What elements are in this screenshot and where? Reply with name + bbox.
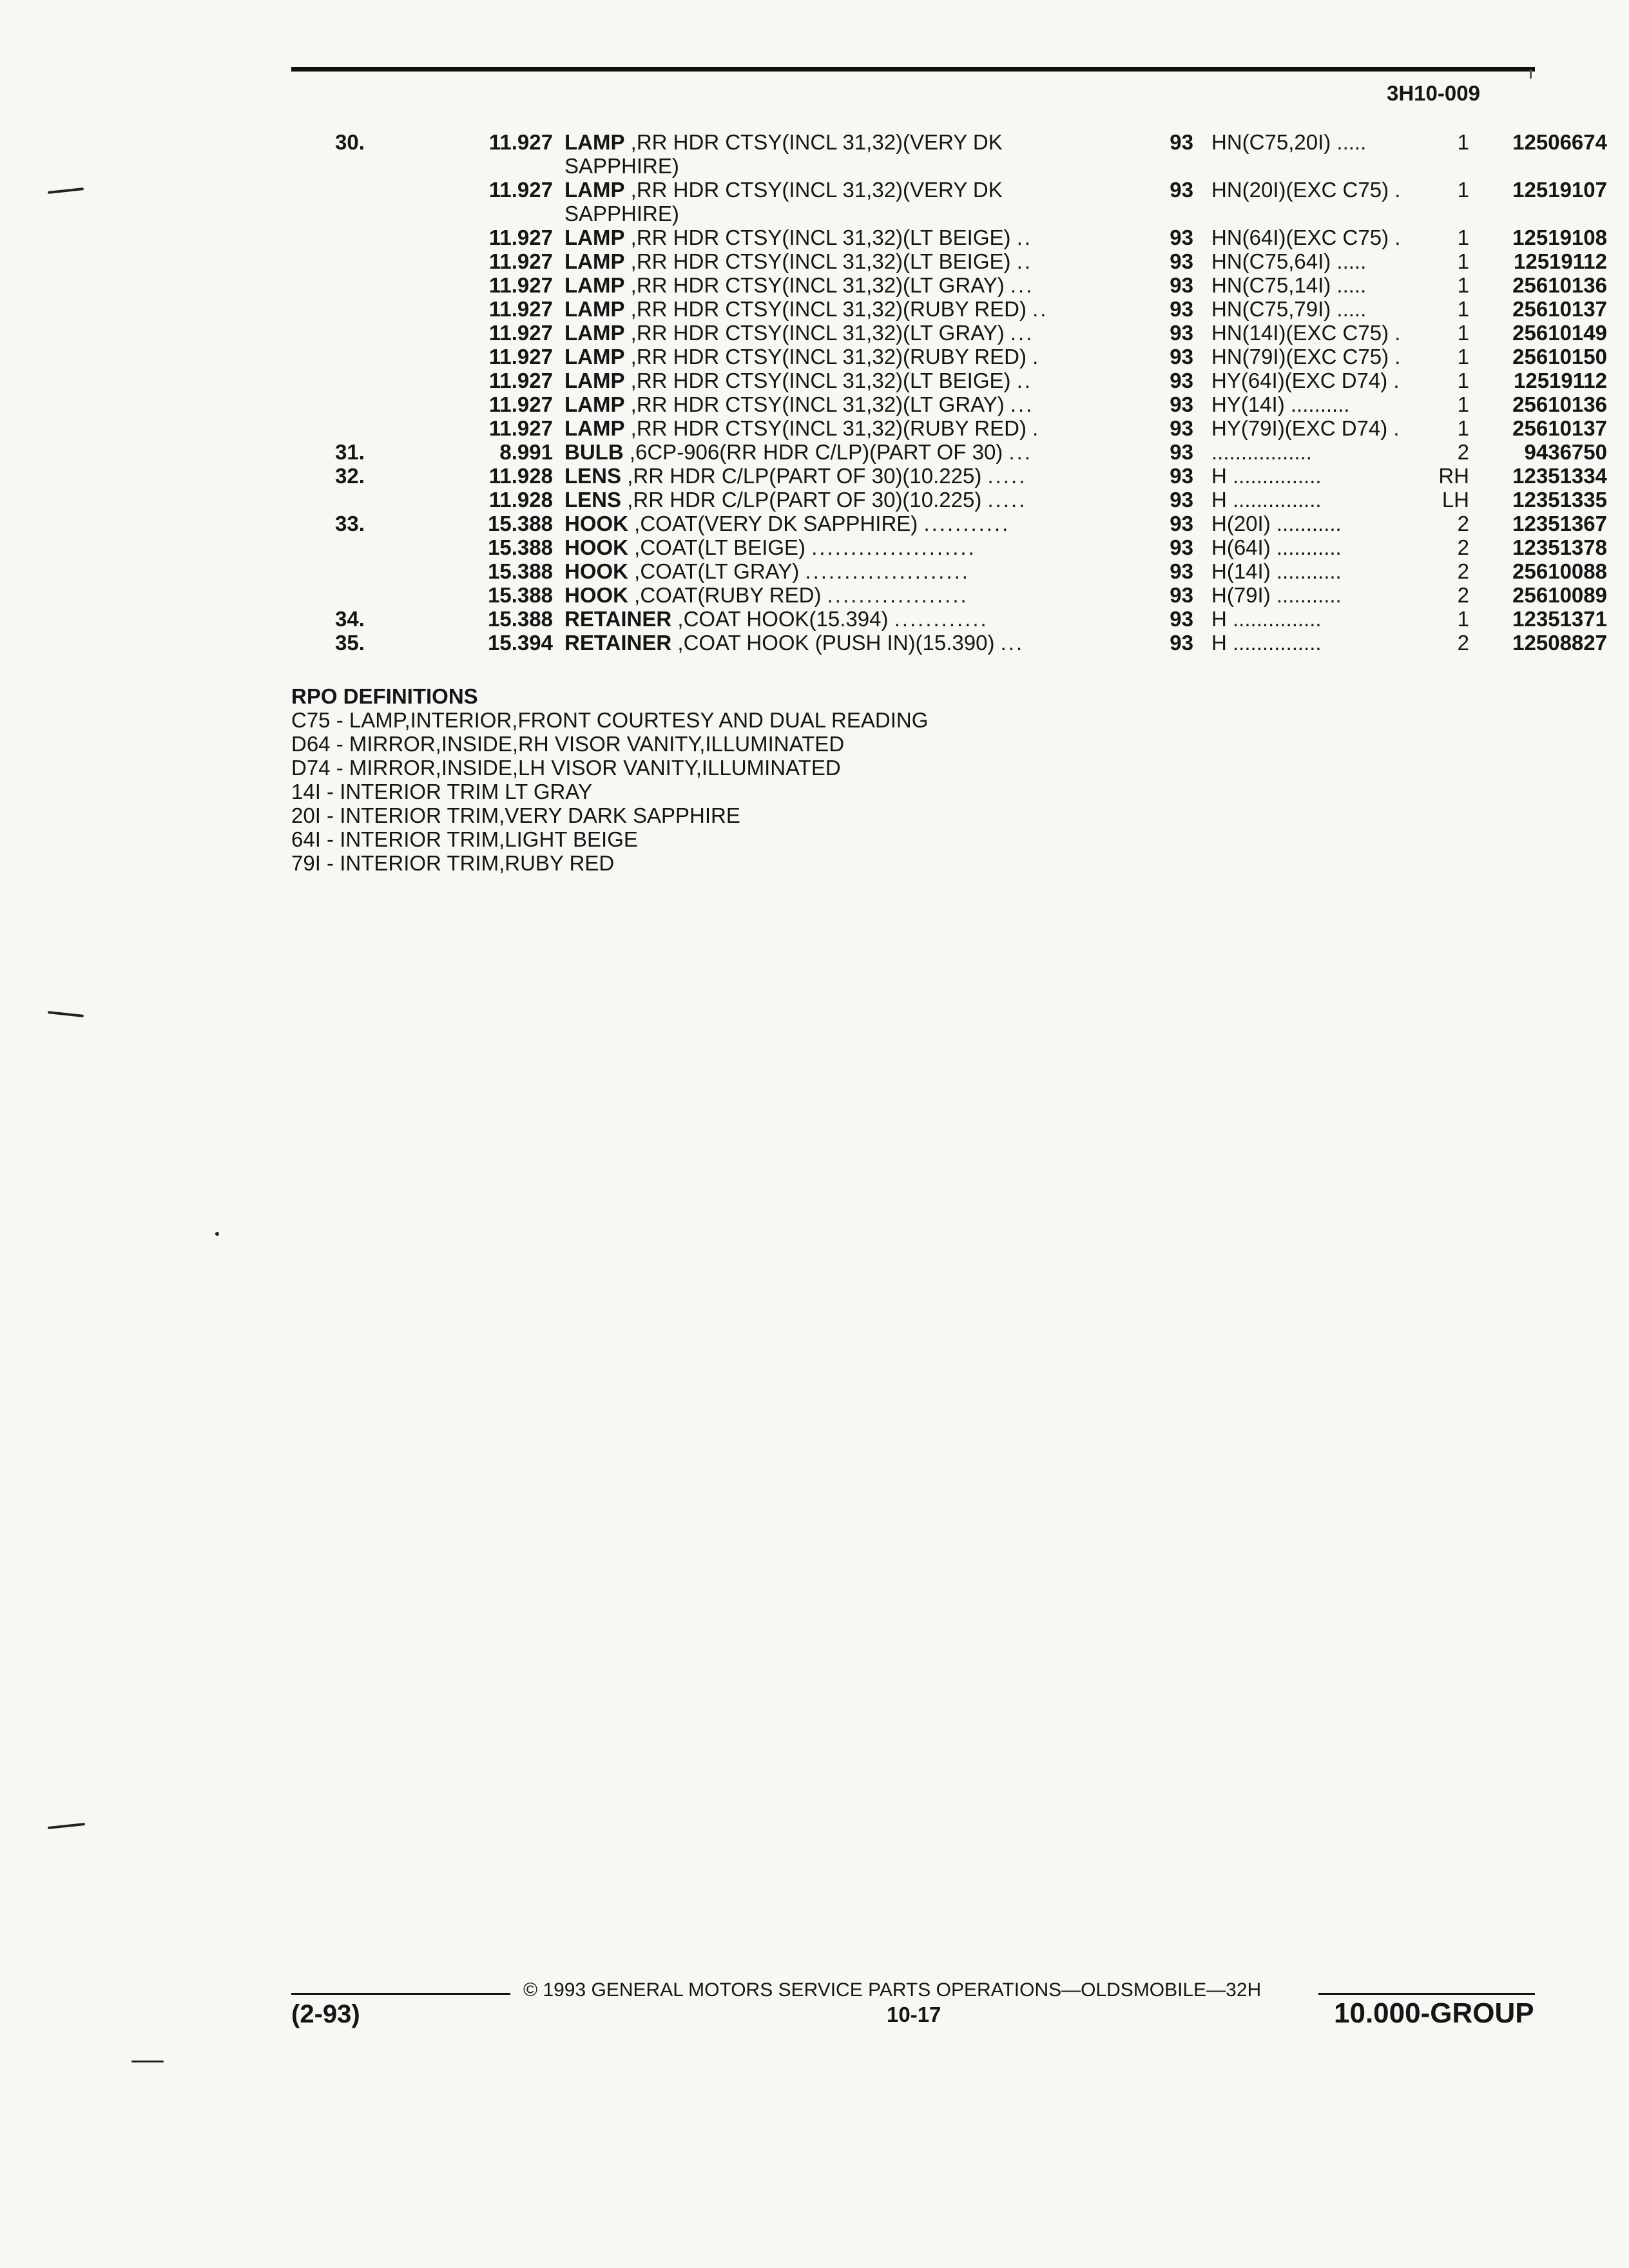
usage <box>1211 464 1424 488</box>
margin-mark <box>48 1011 84 1017</box>
group-number: 15.388 <box>488 607 553 631</box>
quantity: 1 <box>1457 321 1469 345</box>
model-year: 93 <box>1170 297 1193 321</box>
model-year: 93 <box>1170 345 1193 369</box>
part-number: 25610136 <box>1512 273 1607 297</box>
part-number: 25610089 <box>1512 583 1607 607</box>
scan-speck <box>215 1232 219 1236</box>
table-row <box>284 273 1607 297</box>
model-year: 93 <box>1170 631 1193 655</box>
leader-dots: ............... <box>1233 631 1322 655</box>
table-row <box>284 631 1607 655</box>
part-name: HOOK <box>564 512 628 535</box>
usage <box>1211 583 1424 607</box>
leader-dots: ..... <box>1336 297 1367 321</box>
part-description <box>564 273 1132 297</box>
leader-dots: ............... <box>1233 607 1322 631</box>
part-description <box>564 297 1132 321</box>
parts-table-body <box>284 130 1607 655</box>
part-detail: ,COAT(RUBY RED) <box>634 583 822 607</box>
part-name: LAMP <box>564 345 625 369</box>
group-number: 11.928 <box>488 464 553 488</box>
footer-copyright: © 1993 GENERAL MOTORS SERVICE PARTS OPERATIONS—OLDSMOBILE—32H <box>523 1979 1262 2001</box>
leader-dots: .. <box>1032 297 1048 321</box>
table-row <box>284 559 1607 583</box>
part-description <box>564 631 1132 655</box>
part-description <box>564 345 1132 369</box>
usage <box>1211 392 1424 416</box>
part-name: RETAINER <box>564 631 672 655</box>
top-tick-mark <box>1530 70 1532 79</box>
part-number: 12351371 <box>1512 607 1607 631</box>
model-year: 93 <box>1170 178 1193 202</box>
model-year: 93 <box>1170 440 1193 464</box>
ref-number <box>284 321 432 345</box>
table-row <box>284 130 1607 178</box>
part-name: RETAINER <box>564 607 672 631</box>
table-row <box>284 369 1607 392</box>
part-name: LAMP <box>564 273 625 297</box>
part-number: 25610149 <box>1512 321 1607 345</box>
part-name: LAMP <box>564 392 625 416</box>
footer-page-number: 10-17 <box>887 2003 941 2026</box>
quantity: 2 <box>1457 559 1469 583</box>
part-number: 25610150 <box>1512 345 1607 369</box>
model-year: 93 <box>1170 512 1193 535</box>
leader-dots: ... <box>1010 273 1034 297</box>
part-detail: ,6CP-906(RR HDR C/LP)(PART OF 30) <box>629 440 1003 464</box>
rpo-line: 14I - INTERIOR TRIM LT GRAY <box>291 780 592 803</box>
part-detail: ,RR HDR CTSY(INCL 31,32)(LT BEIGE) <box>630 369 1011 392</box>
quantity: 1 <box>1457 607 1469 631</box>
quantity: 1 <box>1457 369 1469 392</box>
table-row <box>284 321 1607 345</box>
usage <box>1211 559 1424 583</box>
quantity: 2 <box>1457 440 1469 464</box>
group-number: 11.927 <box>488 345 553 369</box>
part-number: 12519107 <box>1512 178 1607 202</box>
ref-number <box>284 273 432 297</box>
part-name: LAMP <box>564 369 625 392</box>
leader-dots: . <box>1394 345 1401 369</box>
ref-number <box>284 535 432 559</box>
ref-number <box>284 249 432 273</box>
leader-dots: .......... <box>1290 392 1350 416</box>
part-description <box>564 392 1132 416</box>
group-number: 11.927 <box>488 273 553 297</box>
part-description <box>564 416 1132 440</box>
usage <box>1211 440 1424 464</box>
part-name: LAMP <box>564 226 625 249</box>
rpo-line: 20I - INTERIOR TRIM,VERY DARK SAPPHIRE <box>291 803 740 827</box>
part-description <box>564 583 1132 607</box>
part-detail-continued: SAPPHIRE) <box>564 154 679 178</box>
footer-rule-left <box>291 1993 510 1995</box>
usage <box>1211 249 1424 273</box>
usage-code: HN(64I)(EXC C75) <box>1211 226 1389 249</box>
leader-dots: ..... <box>987 488 1027 512</box>
usage-code: HN(20I)(EXC C75) <box>1211 178 1389 202</box>
usage <box>1211 345 1424 369</box>
part-description <box>564 369 1132 392</box>
quantity: 1 <box>1457 297 1469 321</box>
part-description <box>564 321 1132 345</box>
ref-number <box>284 226 432 249</box>
leader-dots: ........... <box>1276 559 1342 583</box>
table-row <box>284 583 1607 607</box>
model-year: 93 <box>1170 607 1193 631</box>
group-number: 11.927 <box>488 297 553 321</box>
ref-number <box>284 297 432 321</box>
leader-dots: ... <box>1008 440 1032 464</box>
group-number: 11.927 <box>488 392 553 416</box>
quantity: 1 <box>1457 130 1469 154</box>
usage <box>1211 607 1424 631</box>
usage <box>1211 297 1424 321</box>
group-number: 15.388 <box>488 559 553 583</box>
table-row <box>284 226 1607 249</box>
leader-dots: ..... <box>1336 130 1367 154</box>
leader-dots: ........... <box>1276 535 1342 559</box>
leader-dots: ............ <box>894 607 988 631</box>
table-row <box>284 178 1607 226</box>
margin-mark <box>131 2061 164 2062</box>
rpo-line: D74 - MIRROR,INSIDE,LH VISOR VANITY,ILLUMINATED <box>291 756 841 780</box>
usage <box>1211 178 1424 226</box>
part-description <box>564 488 1132 512</box>
part-name: LAMP <box>564 297 625 321</box>
table-row <box>284 464 1607 488</box>
quantity: 2 <box>1457 512 1469 535</box>
usage-code: H(79I) <box>1211 583 1271 607</box>
leader-dots: ..................... <box>805 559 970 583</box>
part-number: 25610137 <box>1512 297 1607 321</box>
leader-dots: ............... <box>1233 488 1322 512</box>
rpo-line: D64 - MIRROR,INSIDE,RH VISOR VANITY,ILLUMINATED <box>291 732 845 756</box>
parts-table <box>284 130 1607 655</box>
part-detail: ,RR HDR CTSY(INCL 31,32)(RUBY RED) <box>630 416 1027 440</box>
ref-number <box>284 559 432 583</box>
ref-number <box>284 583 432 607</box>
quantity: 1 <box>1457 178 1469 202</box>
ref-number: 34. <box>335 607 365 631</box>
group-number: 15.388 <box>488 535 553 559</box>
part-number: 25610137 <box>1512 416 1607 440</box>
part-detail: ,RR HDR CTSY(INCL 31,32)(LT GRAY) <box>630 392 1005 416</box>
part-number: 12351335 <box>1512 488 1607 512</box>
quantity: 2 <box>1457 631 1469 655</box>
usage-code: HY(79I)(EXC D74) <box>1211 416 1388 440</box>
leader-dots: . <box>1394 178 1401 202</box>
table-row <box>284 416 1607 440</box>
part-description <box>564 535 1132 559</box>
quantity: 1 <box>1457 416 1469 440</box>
group-number: 11.927 <box>488 130 553 154</box>
rpo-definitions <box>291 684 928 875</box>
leader-dots: ... <box>1000 631 1025 655</box>
group-number: 11.927 <box>488 249 553 273</box>
ref-number: 35. <box>335 631 365 655</box>
part-name: LAMP <box>564 416 625 440</box>
ref-number <box>284 345 432 369</box>
quantity: 1 <box>1457 249 1469 273</box>
part-detail: ,COAT(VERY DK SAPPHIRE) <box>634 512 918 535</box>
usage <box>1211 226 1424 249</box>
usage-code: H(64I) <box>1211 535 1271 559</box>
part-description <box>564 512 1132 535</box>
part-detail: ,RR HDR C/LP(PART OF 30)(10.225) <box>627 464 982 488</box>
ref-number: 33. <box>335 512 365 535</box>
model-year: 93 <box>1170 535 1193 559</box>
part-detail: ,COAT HOOK(15.394) <box>677 607 889 631</box>
rpo-title: RPO DEFINITIONS <box>291 684 478 708</box>
group-number: 15.394 <box>488 631 553 655</box>
leader-dots: ..... <box>987 464 1027 488</box>
top-rule <box>291 67 1535 72</box>
part-name: BULB <box>564 440 624 464</box>
group-number: 15.388 <box>488 583 553 607</box>
ref-number <box>284 488 432 512</box>
model-year: 93 <box>1170 464 1193 488</box>
leader-dots: ..................... <box>811 535 976 559</box>
part-name: LAMP <box>564 249 625 273</box>
usage <box>1211 273 1424 297</box>
quantity: 1 <box>1457 392 1469 416</box>
table-row <box>284 512 1607 535</box>
leader-dots: . <box>1032 416 1041 440</box>
group-number: 15.388 <box>488 512 553 535</box>
model-year: 93 <box>1170 583 1193 607</box>
usage <box>1211 416 1424 440</box>
usage <box>1211 369 1424 392</box>
usage-code: H(20I) <box>1211 512 1271 535</box>
part-number: 12351367 <box>1512 512 1607 535</box>
ref-number: 32. <box>335 464 365 488</box>
quantity: LH <box>1441 488 1469 512</box>
part-number: 9436750 <box>1524 440 1607 464</box>
usage <box>1211 535 1424 559</box>
group-number: 11.927 <box>488 178 553 202</box>
leader-dots: .. <box>1016 369 1033 392</box>
usage <box>1211 488 1424 512</box>
model-year: 93 <box>1170 488 1193 512</box>
leader-dots: ..... <box>1336 273 1367 297</box>
usage <box>1211 130 1424 178</box>
part-name: LAMP <box>564 321 625 345</box>
quantity: 1 <box>1457 273 1469 297</box>
group-number: 8.991 <box>499 440 553 464</box>
part-description <box>564 130 1132 178</box>
leader-dots: . <box>1394 226 1401 249</box>
part-detail: ,RR HDR CTSY(INCL 31,32)(VERY DK <box>630 130 1003 154</box>
leader-dots: . <box>1393 369 1400 392</box>
leader-dots: ........... <box>1276 583 1342 607</box>
part-name: LAMP <box>564 178 625 202</box>
part-description <box>564 607 1132 631</box>
group-number: 11.927 <box>488 416 553 440</box>
part-detail: ,COAT(LT GRAY) <box>634 559 800 583</box>
part-name: HOOK <box>564 535 628 559</box>
footer-date-code: (2-93) <box>291 2000 360 2028</box>
leader-dots: ............... <box>1233 464 1322 488</box>
ref-number: 31. <box>335 440 365 464</box>
model-year: 93 <box>1170 392 1193 416</box>
leader-dots: ..... <box>1336 249 1367 273</box>
part-number: 12519112 <box>1513 369 1607 392</box>
part-description <box>564 440 1132 464</box>
footer-group: 10.000-GROUP <box>1334 1997 1534 2029</box>
leader-dots: .. <box>1016 249 1033 273</box>
model-year: 93 <box>1170 226 1193 249</box>
part-description <box>564 226 1132 249</box>
part-detail: ,COAT HOOK (PUSH IN)(15.390) <box>677 631 995 655</box>
part-detail: ,RR HDR CTSY(INCL 31,32)(LT GRAY) <box>630 273 1005 297</box>
usage <box>1211 321 1424 345</box>
quantity: 2 <box>1457 583 1469 607</box>
leader-dots: . <box>1393 416 1400 440</box>
leader-dots: ........... <box>1276 512 1342 535</box>
part-number: 12508827 <box>1512 631 1607 655</box>
part-name: LENS <box>564 464 622 488</box>
usage-code: HN(C75,79I) <box>1211 297 1331 321</box>
part-detail: ,RR HDR CTSY(INCL 31,32)(RUBY RED) <box>630 297 1027 321</box>
usage-code: HN(C75,64I) <box>1211 249 1331 273</box>
part-detail: ,COAT(LT BEIGE) <box>634 535 806 559</box>
table-row <box>284 440 1607 464</box>
usage-code: HY(14I) <box>1211 392 1285 416</box>
leader-dots: .................. <box>827 583 969 607</box>
usage-code: H(14I) <box>1211 559 1271 583</box>
part-description <box>564 249 1132 273</box>
part-number: 12506674 <box>1512 130 1607 154</box>
part-name: LENS <box>564 488 622 512</box>
rpo-line: 64I - INTERIOR TRIM,LIGHT BEIGE <box>291 827 638 851</box>
part-detail: ,RR HDR C/LP(PART OF 30)(10.225) <box>627 488 982 512</box>
model-year: 93 <box>1170 249 1193 273</box>
quantity: RH <box>1438 464 1469 488</box>
part-number: 12519108 <box>1512 226 1607 249</box>
part-name: HOOK <box>564 559 628 583</box>
usage-code: HN(C75,20I) <box>1211 130 1331 154</box>
part-number: 12351378 <box>1512 535 1607 559</box>
usage <box>1211 512 1424 535</box>
quantity: 1 <box>1457 226 1469 249</box>
ref-number <box>284 416 432 440</box>
leader-dots: .. <box>1016 226 1033 249</box>
part-description <box>564 178 1132 226</box>
group-number: 11.927 <box>488 226 553 249</box>
page-id: 3H10-009 <box>1387 81 1480 105</box>
usage-code: H <box>1211 488 1227 512</box>
table-row <box>284 607 1607 631</box>
footer-rule-right <box>1318 1993 1535 1995</box>
part-detail: ,RR HDR CTSY(INCL 31,32)(LT BEIGE) <box>630 249 1011 273</box>
usage-code: HY(64I)(EXC D74) <box>1211 369 1388 392</box>
rpo-line: C75 - LAMP,INTERIOR,FRONT COURTESY AND DUAL READING <box>291 708 929 732</box>
model-year: 93 <box>1170 273 1193 297</box>
model-year: 93 <box>1170 321 1193 345</box>
part-name: HOOK <box>564 583 628 607</box>
part-number: 12351334 <box>1512 464 1607 488</box>
ref-number <box>284 178 432 226</box>
model-year: 93 <box>1170 559 1193 583</box>
part-detail-continued: SAPPHIRE) <box>564 202 679 226</box>
table-row <box>284 297 1607 321</box>
usage <box>1211 631 1424 655</box>
part-description <box>564 464 1132 488</box>
ref-number <box>284 369 432 392</box>
part-number: 25610136 <box>1512 392 1607 416</box>
leader-dots: ........... <box>923 512 1010 535</box>
rpo-line: 79I - INTERIOR TRIM,RUBY RED <box>291 851 615 875</box>
leader-dots: . <box>1394 321 1401 345</box>
margin-mark <box>48 187 84 194</box>
usage-code: H <box>1211 607 1227 631</box>
usage-code: HN(14I)(EXC C75) <box>1211 321 1389 345</box>
usage-code: H <box>1211 464 1227 488</box>
table-row <box>284 249 1607 273</box>
table-row <box>284 535 1607 559</box>
part-number: 12519112 <box>1513 249 1607 273</box>
leader-dots: ................. <box>1211 440 1312 464</box>
part-number: 25610088 <box>1512 559 1607 583</box>
usage-code: HN(C75,14I) <box>1211 273 1331 297</box>
leader-dots: ... <box>1010 392 1034 416</box>
group-number: 11.927 <box>488 321 553 345</box>
leader-dots: . <box>1032 345 1041 369</box>
part-detail: ,RR HDR CTSY(INCL 31,32)(RUBY RED) <box>630 345 1027 369</box>
group-number: 11.928 <box>488 488 553 512</box>
part-detail: ,RR HDR CTSY(INCL 31,32)(VERY DK <box>630 178 1003 202</box>
group-number: 11.927 <box>488 369 553 392</box>
part-detail: ,RR HDR CTSY(INCL 31,32)(LT BEIGE) <box>630 226 1011 249</box>
part-name: LAMP <box>564 130 625 154</box>
quantity: 2 <box>1457 535 1469 559</box>
usage-code: HN(79I)(EXC C75) <box>1211 345 1389 369</box>
model-year: 93 <box>1170 416 1193 440</box>
part-description <box>564 559 1132 583</box>
ref-number <box>284 392 432 416</box>
leader-dots: ... <box>1010 321 1034 345</box>
usage-code: H <box>1211 631 1227 655</box>
quantity: 1 <box>1457 345 1469 369</box>
part-detail: ,RR HDR CTSY(INCL 31,32)(LT GRAY) <box>630 321 1005 345</box>
table-row <box>284 345 1607 369</box>
ref-number: 30. <box>335 130 365 154</box>
model-year: 93 <box>1170 130 1193 154</box>
model-year: 93 <box>1170 369 1193 392</box>
table-row <box>284 488 1607 512</box>
margin-mark <box>48 1823 85 1829</box>
table-row <box>284 392 1607 416</box>
